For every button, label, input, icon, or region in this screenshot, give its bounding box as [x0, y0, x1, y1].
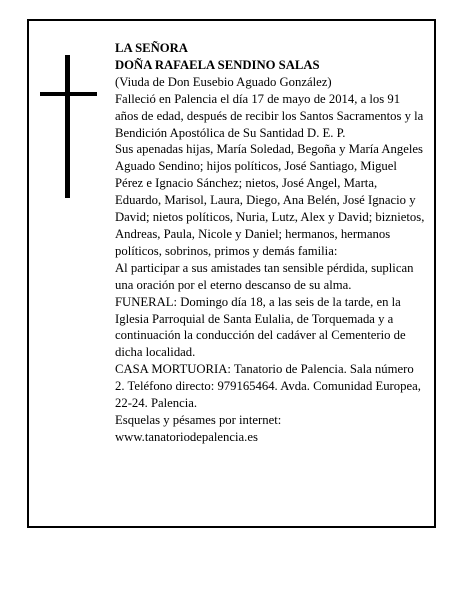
website-text: www.tanatoriodepalencia.es — [115, 429, 258, 444]
funeral-details: FUNERAL: Domingo día 18, a las seis de la tarde, en la Iglesia Parroquial de Santa Eulalia, de Torquemada y a continuación la conducción del cadáver al Cementerio de dicha localidad. — [115, 294, 406, 360]
obituary-frame — [27, 19, 436, 528]
deceased-name: DOÑA RAFAELA SENDINO SALAS — [115, 57, 320, 72]
mortuary-details: CASA MORTUORIA: Tanatorio de Palencia. Sala número 2. Teléfono directo: 979165464. Avda. Comunidad Europea, 22-24. Palencia. — [115, 362, 421, 411]
cross-horizontal-bar — [40, 92, 97, 96]
prayer-request: Al participar a sus amistades tan sensible pérdida, suplican una oración por el eterno descanso de su alma. — [115, 260, 414, 292]
internet-label: Esquelas y pésames por internet: — [115, 412, 282, 427]
family-list: Sus apenadas hijas, María Soledad, Begoña y María Angeles Aguado Sendino; hijos políticos, José Santiago, Miguel Pérez e Ignacio Sánchez; nietos, José Angel, Marta, Eduardo, Marisol, Laura, Diego, Ana Belén, José Ignacio y David; nietos políticos, Nuria, Lutz, Alex y David; biznietos, Andreas, Paula, Nicole y Daniel; hermanos, hermanos políticos, sobrinos, primos y demás familia: — [115, 142, 425, 258]
death-notice: Falleció en Palencia el día 17 de mayo de 2014, a los 91 años de edad, después de recibir los Santos Sacramentos y la Bendición Apostólica de Su Santidad D. E. P. — [115, 91, 424, 140]
obituary-title: LA SEÑORA — [115, 41, 188, 55]
obituary-text — [115, 40, 425, 446]
cross-vertical-bar — [65, 55, 70, 198]
widow-of-line: (Viuda de Don Eusebio Aguado González) — [115, 74, 332, 89]
